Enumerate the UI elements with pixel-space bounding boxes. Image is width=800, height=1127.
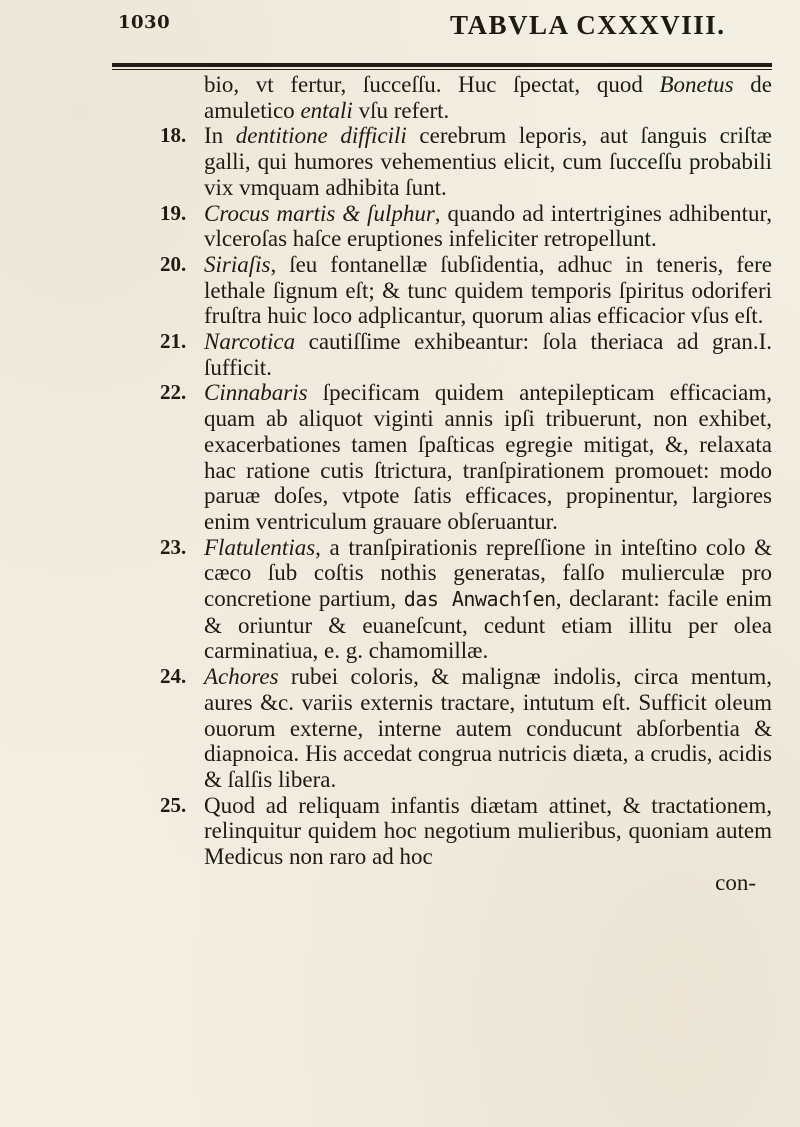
entry-18 (160, 123, 772, 200)
page-number: 1030 (118, 12, 171, 33)
entry-title: dentitione difficili (235, 123, 407, 149)
entry-number: 18. (160, 123, 187, 148)
entry-number: 23. (160, 534, 187, 559)
header-rule (112, 63, 772, 67)
entry-text: cautiſſime exhibeantur: ſola theriaca ad gran.I. ſufficit. (204, 329, 772, 380)
entry-title: Crocus martis & ſulphur (204, 200, 435, 226)
page-body (160, 72, 772, 896)
entry-25 (160, 793, 772, 870)
entry-text: , quando ad intertrigines adhibentur, vlceroſas haſce eruptiones infeliciter retropellunt. (204, 200, 772, 252)
page-header (112, 6, 760, 46)
entry-24 (160, 664, 772, 793)
entry-number: 24. (160, 664, 187, 689)
entry-text: , a tranſpirationis repreſſione in inteſtino colo & cæco ſub coſtis nothis generatas, falſo mulierculæ pro concretione partium, (204, 534, 772, 612)
entry-title: Siriaſis (204, 251, 271, 277)
header-rule-thin (112, 69, 772, 70)
entry-title: Narcotica (204, 329, 296, 355)
intro-text-post: vſu refert. (352, 97, 450, 123)
entry-title: Cinnabaris (204, 380, 308, 406)
entry-text: , ſeu fontanellæ ſubſidentia, adhuc in teneris, fere lethale ſignum eſt; & tunc quidem temporis ſpiritus odoriferi fruſtra huic loco adplicantur, quorum alias efficacior vſus eſt. (204, 251, 772, 329)
entry-19 (160, 201, 772, 252)
entry-number: 21. (160, 329, 187, 354)
author-name: Bonetus (659, 72, 734, 97)
entry-number: 19. (160, 200, 187, 225)
intro-paragraph (160, 72, 772, 123)
entry-title: Achores (204, 664, 279, 690)
entry-text-continued: , declarant: facile enim & oriuntur & euaneſcunt, cedunt etiam illitu per olea carminatiua, e. g. chamomillæ. (204, 586, 773, 664)
catchword: con- (715, 869, 756, 895)
entry-20 (160, 252, 772, 329)
intro-term: entali (300, 97, 353, 123)
entry-text: cerebrum leporis, aut ſanguis criſtæ galli, qui humores vehementius elicit, cum ſucceſſu probabili vix vmquam adhibita ſunt. (204, 123, 772, 200)
entry-22 (160, 380, 772, 534)
entry-number: 25. (160, 792, 187, 817)
intro-text-mid: de amuletico (204, 72, 772, 123)
entry-title: Flatulentias (204, 534, 316, 560)
entry-text: rubei coloris, & malignæ indolis, circa mentum, aures &c. variis externis tractare, intutum eſt. Sufficit oleum ouorum externe, interne autem conducunt abſorbentia & diapnoica. His accedat congrua nutricis diæta, a crudis, acidis & ſalſis libera. (204, 664, 772, 792)
entry-number: 22. (160, 380, 187, 405)
entry-text: Quod ad reliquam infantis diætam attinet, & tractationem, relinquitur quidem hoc negotium mulieribus, quoniam autem Medicus non raro ad hoc (204, 792, 772, 870)
running-title: TABVLA CXXXVIII. (450, 10, 726, 40)
entry-21 (160, 329, 772, 380)
entry-text: ſpecificam quidem antepilepticam efficaciam, quam ab aliquot viginti annis ipſi tribuerunt, non exhibet, exacerbationes tamen ſpaſticas egregie mitigat, &, relaxata hac ratione cutis ſtrictura, tranſpirationem promouet: modo paruæ doſes, vtpote ſatis efficaces, propinentur, largiores enim ventriculum grauare obſeruantur. (204, 380, 772, 534)
intro-text-pre: bio, vt fertur, ſucceſſu. Huc ſpectat, quod (204, 72, 660, 97)
blackletter-phrase: das Anwachſen (403, 587, 556, 612)
entry-number: 20. (160, 251, 187, 276)
entry-23 (160, 535, 772, 665)
entry-lead: In (204, 123, 236, 149)
